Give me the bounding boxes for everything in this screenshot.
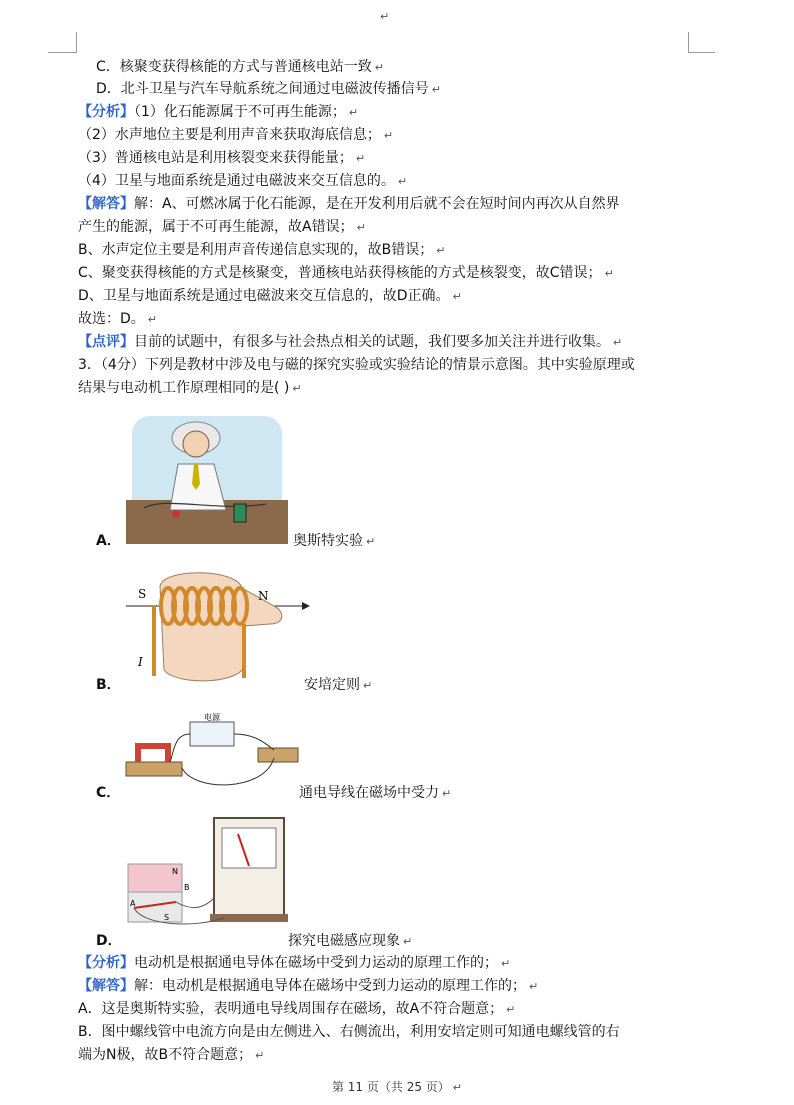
option-c-line: C．核聚变获得核能的方式与普通核电站一致 ↵ — [96, 59, 384, 75]
power-supply-label: 电源 — [204, 713, 220, 722]
coil-label-s: S — [138, 587, 147, 601]
option-d-line: D．北斗卫星与汽车导航系统之间通过电磁波传播信号 ↵ — [96, 81, 441, 97]
page-footer: 第 11 页（共 25 页） ↵ — [331, 1080, 463, 1094]
magnet-stand — [126, 762, 182, 776]
ampere-rule-figure — [124, 566, 314, 690]
answer-line: 【解答】解：A、可燃冰属于化石能源，是在开发利用后就不会在短时间内再次从自然界 — [78, 196, 620, 212]
question-3-line: 3．（4分）下列是教材中涉及电与磁的探究实验或实验结论的情景示意图。其中实验原理或 — [78, 357, 635, 373]
oersted-figure — [126, 412, 288, 544]
axis-arrow-head — [302, 602, 310, 610]
power-supply — [190, 722, 234, 746]
coil-label-i: I — [138, 655, 143, 669]
magnet-label-a: A — [130, 899, 136, 908]
force-on-wire-figure — [124, 712, 302, 798]
q3-answer-line: 【解答】解：电动机是根据通电导体在磁场中受到力运动的原理工作的； ↵ — [78, 978, 539, 994]
battery — [234, 504, 246, 522]
answer-line-4: C、聚变获得核能的方式是核聚变，普通核电站获得核能的方式是核裂变，故C错误； ↵ — [78, 265, 614, 281]
q3-analysis-line: 【分析】电动机是根据通电导体在磁场中受到力运动的原理工作的； ↵ — [78, 955, 511, 971]
question-3-line-2: 结果与电动机工作原理相同的是( ) ↵ — [78, 380, 302, 396]
switch-base — [258, 748, 298, 762]
answer-line-2: 产生的能源，属于不可再生能源，故A错误； ↵ — [78, 219, 366, 235]
crop-mark-top-right — [688, 32, 715, 53]
u-magnet — [138, 746, 168, 762]
coil-label-n: N — [258, 589, 269, 603]
choice-line: 故选：D。 ↵ — [78, 311, 157, 327]
option-a-label: A． — [96, 533, 121, 549]
header-mark: ↵ — [380, 10, 390, 23]
analysis-line: 【分析】（1）化石能源属于不可再生能源； ↵ — [78, 104, 359, 120]
option-c-caption: 通电导线在磁场中受力 ↵ — [299, 785, 452, 801]
option-b-caption: 安培定则 ↵ — [304, 677, 373, 693]
compass — [172, 510, 180, 518]
analysis-line-2: （2）水声地位主要是利用声音来获取海底信息； ↵ — [78, 127, 394, 143]
option-c-label: C． — [96, 785, 121, 801]
answer-line-3: B、水声定位主要是利用声音传递信息实现的，故B错误； ↵ — [78, 242, 446, 258]
magnet-label-s: S — [164, 913, 170, 922]
analysis-line-4: （4）卫星与地面系统是通过电磁波来交互信息的。 ↵ — [78, 173, 408, 189]
answer-line-5: D、卫星与地面系统是通过电磁波来交互信息的，故D正确。 ↵ — [78, 288, 462, 304]
option-d-label: D． — [96, 933, 122, 949]
magnet-label-n: N — [172, 867, 178, 876]
q3-answer-line-4: 端为N极，故B不符合题意； ↵ — [78, 1047, 265, 1063]
galvanometer-base — [210, 914, 288, 922]
scientist-head — [183, 431, 209, 457]
comment-line: 【点评】目前的试题中，有很多与社会热点相关的试题，我们要多加关注并进行收集。 ↵ — [78, 334, 623, 350]
electromagnetic-induction-figure — [124, 814, 292, 936]
option-b-label: B． — [96, 677, 121, 693]
crop-mark-top-left — [48, 32, 77, 53]
q3-answer-line-2: A．这是奥斯特实验，表明通电导线周围存在磁场，故A不符合题意； ↵ — [78, 1001, 516, 1017]
option-a-caption: 奥斯特实验 ↵ — [293, 533, 376, 549]
magnet-label-b: B — [184, 883, 190, 892]
option-d-caption: 探究电磁感应现象 ↵ — [288, 933, 413, 949]
q3-answer-line-3: B．图中螺线管中电流方向是由左侧进入、右侧流出，利用安培定则可知通电螺线管的右 — [78, 1024, 620, 1040]
galvanometer-dial — [222, 828, 276, 868]
analysis-line-3: （3）普通核电站是利用核裂变来获得能量； ↵ — [78, 150, 366, 166]
